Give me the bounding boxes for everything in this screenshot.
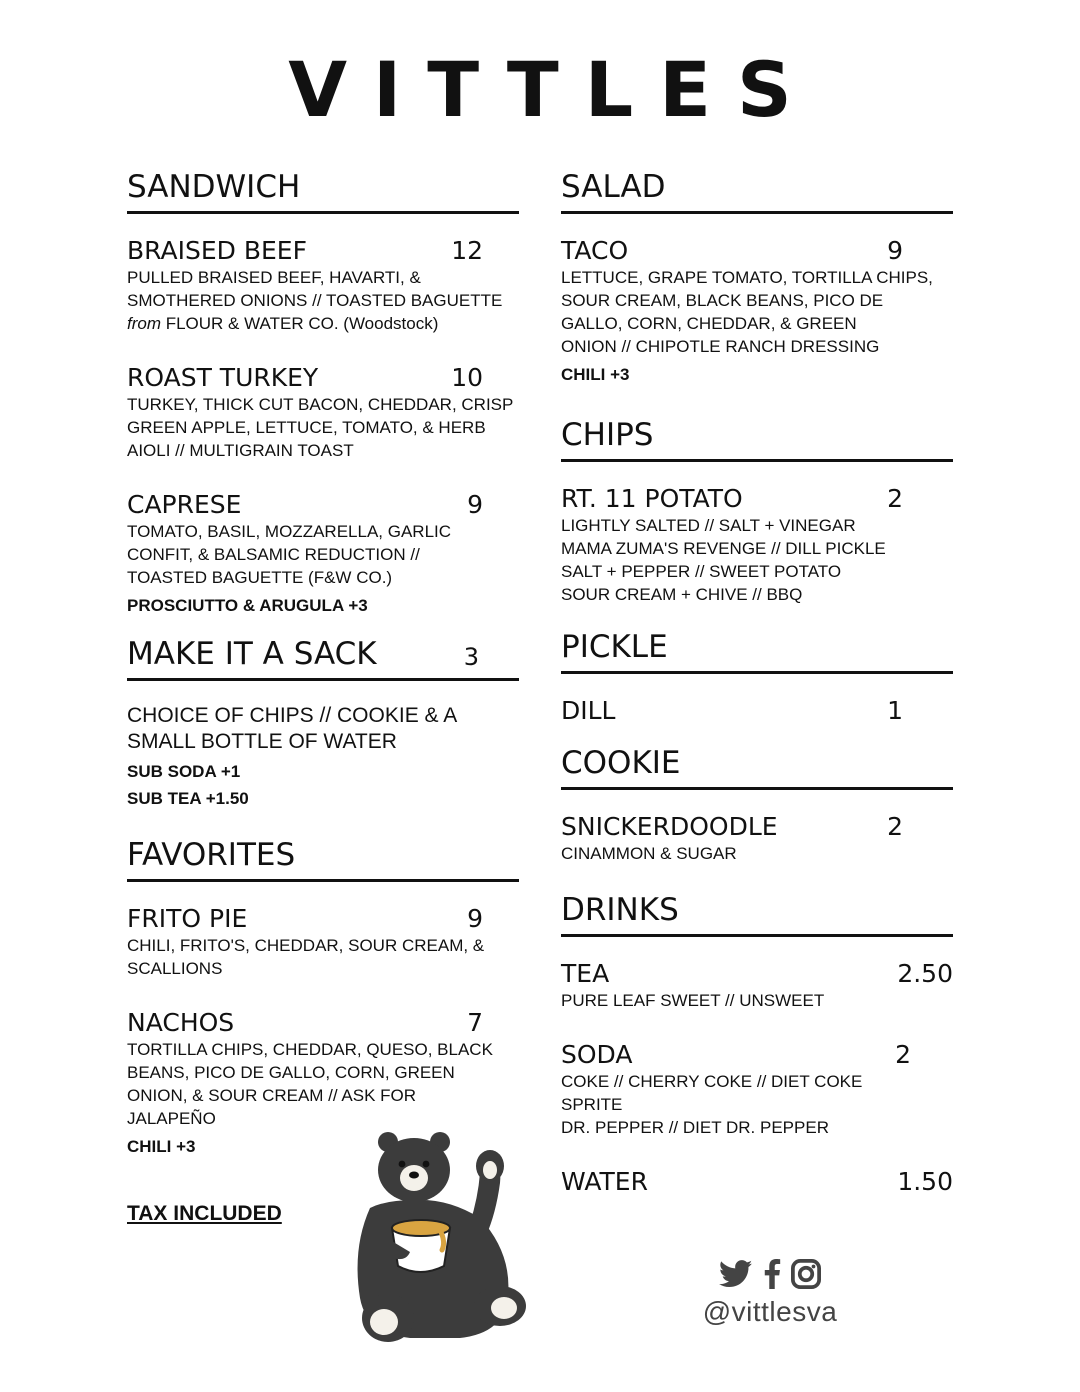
description-line: LIGHTLY SALTED // SALT + VINEGAR [561,516,856,535]
description-line: CHILI, FRITO'S, CHEDDAR, SOUR CREAM, & [127,936,485,955]
right-column [561,169,953,1225]
menu-item [561,696,953,726]
section-heading: SANDWICH [127,172,519,214]
description-line: SALT + PEPPER // SWEET POTATO [561,562,842,581]
description-line: AIOLI // MULTIGRAIN TOAST [127,441,354,460]
instagram-icon[interactable] [791,1259,821,1289]
item-description [561,1070,953,1139]
section-heading: CHIPS [561,420,953,462]
description-line: DR. PEPPER // DIET DR. PEPPER [561,1118,829,1137]
item-name: FRITO PIE [127,904,248,933]
description-line: SPRITE [561,1095,623,1114]
description-line: GALLO, CORN, CHEDDAR, & GREEN [561,314,857,333]
section-chips [561,417,953,606]
item-price: 2 [887,812,903,841]
item-description [561,842,953,865]
item-price: 2 [895,1040,911,1069]
item-name: TACO [561,236,629,265]
menu-item [127,490,519,617]
menu-item [561,1040,953,1139]
item-price: 9 [467,904,483,933]
section-heading: FAVORITES [127,840,519,882]
description-line: TOASTED BAGUETTE (F&W CO.) [127,568,393,587]
item-description [127,393,519,462]
social-icons [688,1256,852,1292]
description-line: BEANS, PICO DE GALLO, CORN, GREEN [127,1063,455,1082]
item-price: 1.50 [897,1167,953,1196]
item-description [127,266,519,335]
item-price: 9 [887,236,903,265]
item-description [127,1038,519,1130]
section-price: 3 [463,643,479,671]
menu-item [561,236,953,386]
item-name: SODA [561,1040,633,1069]
description-line: GREEN APPLE, LETTUCE, TOMATO, & HERB [127,418,486,437]
item-price: 12 [451,236,483,265]
description-line: CHOICE OF CHIPS // COOKIE & A [127,704,458,727]
description-line: SOUR CREAM + CHIVE // BBQ [561,585,803,604]
section-heading: PICKLE [561,632,953,674]
section-heading: SALAD [561,172,953,214]
item-name: DILL [561,696,616,725]
section-salad [561,169,953,386]
item-name: BRAISED BEEF [127,236,307,265]
item-description [127,520,519,589]
section-cookie [561,745,953,865]
description-line: COKE // CHERRY COKE // DIET COKE [561,1072,863,1091]
description-line: TURKEY, THICK CUT BACON, CHEDDAR, CRISP [127,395,514,414]
menu-item [561,484,953,606]
section-heading: DRINKS [561,895,953,937]
description-line: CINAMMON & SUGAR [561,844,737,863]
description-line: LETTUCE, GRAPE TOMATO, TORTILLA CHIPS, [561,268,933,287]
section-favorites [127,837,519,1158]
item-price: 10 [451,363,483,392]
description-line: SMOTHERED ONIONS // TOASTED BAGUETTE [127,291,503,310]
left-column [127,169,519,1186]
item-description [127,934,519,980]
menu-item [127,363,519,462]
menu-item [127,236,519,335]
item-name: ROAST TURKEY [127,363,319,392]
item-name: WATER [561,1167,648,1196]
menu-title: VITTLES [288,45,818,134]
description-line: MAMA ZUMA'S REVENGE // DILL PICKLE [561,539,886,558]
description-line: ONION, & SOUR CREAM // ASK FOR [127,1086,417,1105]
social-block [688,1256,852,1328]
item-price: 9 [467,490,483,519]
menu-item [561,1167,953,1197]
description-line: CONFIT, & BALSAMIC REDUCTION // [127,545,420,564]
description-line: SOUR CREAM, BLACK BEANS, PICO DE [561,291,884,310]
item-name: SNICKERDOODLE [561,812,778,841]
sack-details [127,703,519,810]
item-price: 7 [467,1008,483,1037]
item-addon: SUB SODA +1 [127,762,241,781]
section-pickle [561,629,953,726]
item-addon: SUB TEA +1.50 [127,789,249,808]
item-name: TEA [561,959,610,988]
item-name: CAPRESE [127,490,242,519]
section-heading-label: MAKE IT A SACK [127,636,377,672]
description-line: from FLOUR & WATER CO. (Woodstock) [127,314,439,333]
section-heading: COOKIE [561,748,953,790]
item-description [127,703,519,755]
twitter-icon[interactable] [719,1260,753,1288]
item-description [561,514,953,606]
description-line: ONION // CHIPOTLE RANCH DRESSING [561,337,880,356]
description-line: JALAPEÑO [127,1109,216,1128]
description-line: TORTILLA CHIPS, CHEDDAR, QUESO, BLACK [127,1040,493,1059]
tax-note: TAX INCLUDED [127,1202,282,1225]
item-price: 2.50 [897,959,953,988]
section-heading [127,636,519,681]
description-line: PULLED BRAISED BEEF, HAVARTI, & [127,268,421,287]
section-drinks [561,892,953,1197]
description-line: SCALLIONS [127,959,223,978]
menu-item [561,812,953,865]
item-name: NACHOS [127,1008,235,1037]
item-name: RT. 11 POTATO [561,484,743,513]
bear-mascot-icon [330,1128,540,1348]
item-price: 1 [887,696,903,725]
item-addon: CHILI +3 [561,365,630,384]
section-sack [127,636,519,810]
menu-item [561,959,953,1012]
item-addon: CHILI +3 [127,1137,196,1156]
item-description [561,266,953,358]
description-line: TOMATO, BASIL, MOZZARELLA, GARLIC [127,522,452,541]
social-handle[interactable]: @vittlesva [702,1296,838,1327]
menu-item [127,904,519,980]
description-line: SMALL BOTTLE OF WATER [127,730,397,753]
item-price: 2 [887,484,903,513]
section-sandwich [127,169,519,617]
facebook-icon[interactable] [763,1259,781,1289]
item-addon: PROSCIUTTO & ARUGULA +3 [127,596,368,615]
item-description [561,989,953,1012]
description-line: PURE LEAF SWEET // UNSWEET [561,991,825,1010]
